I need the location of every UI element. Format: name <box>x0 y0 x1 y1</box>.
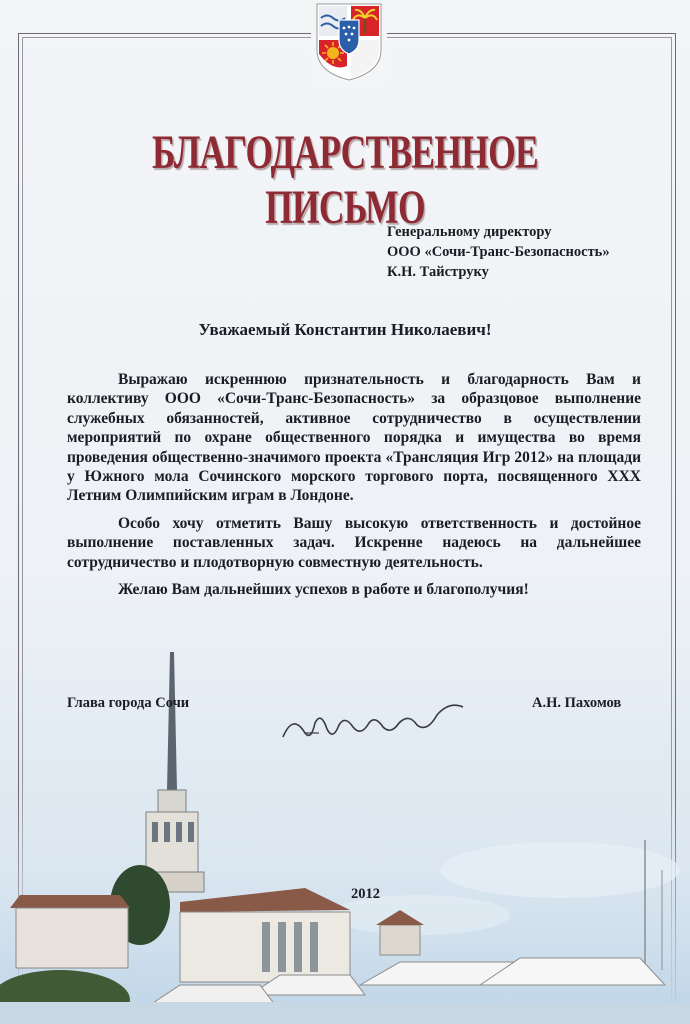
body-paragraph-1: Выражаю искреннюю признательность и благодарность Вам и коллективу ООО «Сочи-Транс-Безопасность» за образцовое выполнение служебных обязанностей, активное сотрудничество в осуществлении мероприятий по охране общественного порядка и имущества во время проведения общественно-значимого проекта «Трансляция Игр 2012» на площади у Южного мола Сочинского морского торгового порта, посвященного XXX Летним Олимпийским играм в Лондоне. <box>67 371 641 505</box>
body-paragraph-2: Особо хочу отметить Вашу высокую ответственность и достойное выполнение поставленных задач. Искренне надеюсь на дальнейшее сотрудничество и плодотворную совместную деятельность. <box>67 514 641 571</box>
letter-title: БЛАГОДАРСТВЕННОЕ ПИСЬМО <box>152 126 538 234</box>
addressee-company: ООО «Сочи-Транс-Безопасность» <box>387 244 610 260</box>
addressee-block <box>387 222 610 282</box>
signer-position: Глава города Сочи <box>67 695 190 711</box>
body-paragraph-3: Желаю Вам дальнейших успехов в работе и благополучия! <box>118 581 529 599</box>
handwritten-signature <box>275 693 475 753</box>
letter-year: 2012 <box>351 886 380 902</box>
addressee-position: Генеральному директору <box>387 224 552 240</box>
sochi-coat-of-arms-icon <box>311 0 387 82</box>
letter-body <box>67 370 641 607</box>
signer-name: А.Н. Пахомов <box>532 695 622 711</box>
addressee-name: К.Н. Тайструку <box>387 264 489 280</box>
salutation: Уважаемый Константин Николаевич! <box>198 320 492 339</box>
